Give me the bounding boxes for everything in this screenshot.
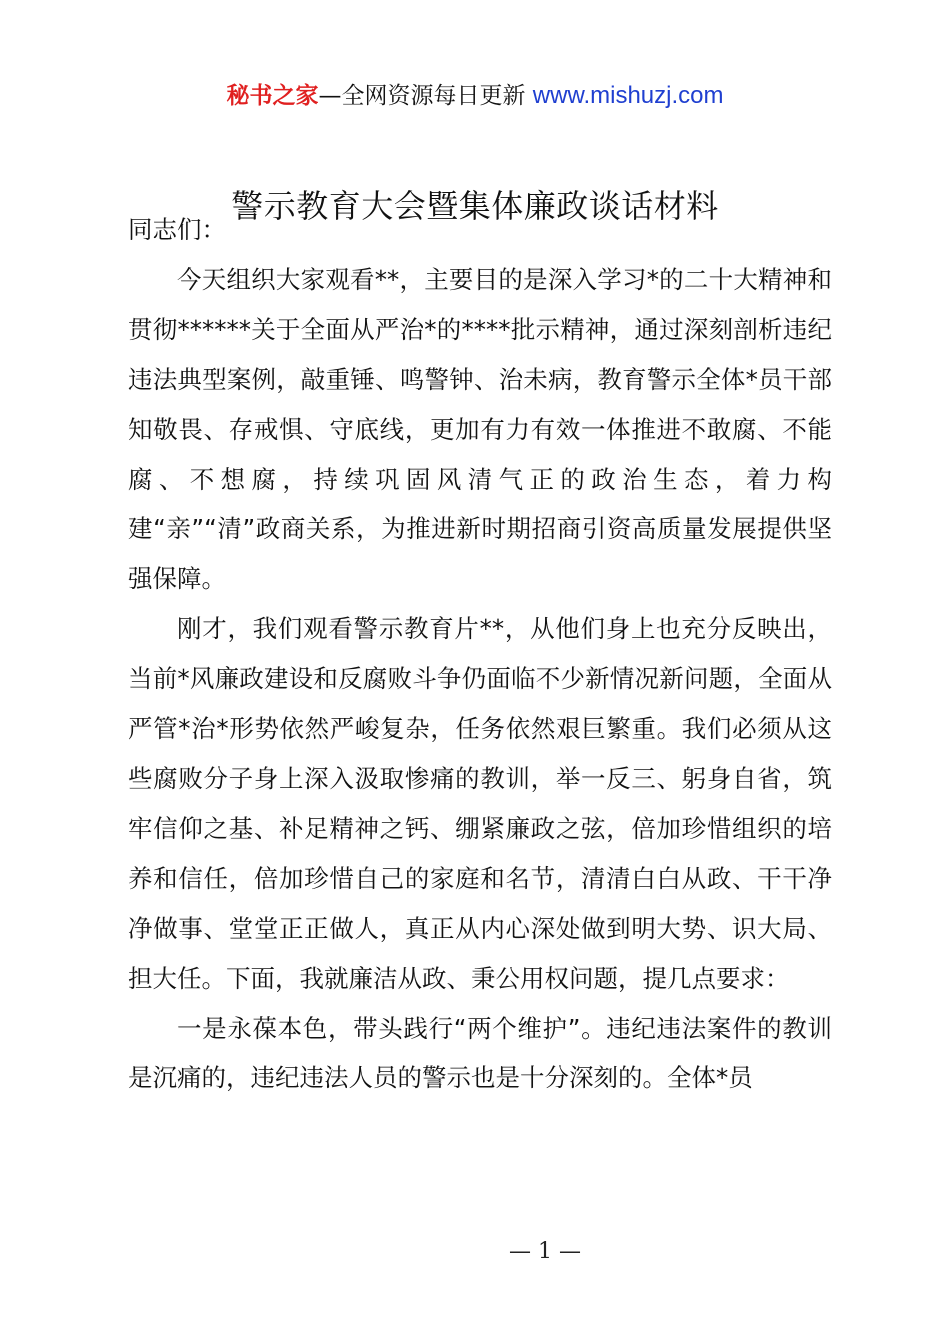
site-tagline: —全网资源每日更新 — [318, 83, 533, 109]
salutation: 同志们： — [128, 215, 226, 244]
document-body — [128, 205, 832, 1103]
site-url-link[interactable]: www.mishuzj.com — [532, 82, 724, 109]
body-paragraph-1: 今天组织大家观看**，主要目的是深入学习*的二十大精神和贯彻******关于全面从严治*的****批示精神，通过深刻剖析违纪违法典型案例，敲重锤、鸣警钟、治未病，教育警示全体*员干部知敬畏、存戒惧、守底线，更加有力有效一体推进不敢腐、不能腐、不想腐，持续巩固风清气正的政治生态，着力构建“亲”“清”政商关系，为推进新时期招商引资高质量发展提供坚强保障。 — [128, 264, 832, 594]
body-paragraph-3: 一是永葆本色，带头践行“两个维护”。违纪违法案件的教训是沉痛的，违纪违法人员的警示也是十分深刻的。全体*员 — [128, 1013, 832, 1093]
document-title: 警示教育大会暨集体廉政谈话材料 — [231, 187, 719, 225]
body-paragraph-2: 刚才，我们观看警示教育片**，从他们身上也充分反映出，当前*风廉政建设和反腐败斗争仍面临不少新情况新问题，全面从严管*治*形势依然严峻复杂，任务依然艰巨繁重。我们必须从这些腐败分子身上深入汲取惨痛的教训，举一反三、躬身自省，筑牢信仰之基、补足精神之钙、绷紧廉政之弦，倍加珍惜组织的培养和信任，倍加珍惜自己的家庭和名节，清清白白从政、干干净净做事、堂堂正正做人，真正从内心深处做到明大势、识大局、担大任。下面，我就廉洁从政、秉公用权问题，提几点要求： — [128, 614, 832, 993]
page-number: — 1 — — [509, 1239, 581, 1264]
site-brand: 秘书之家 — [226, 83, 319, 109]
site-header — [0, 80, 950, 112]
